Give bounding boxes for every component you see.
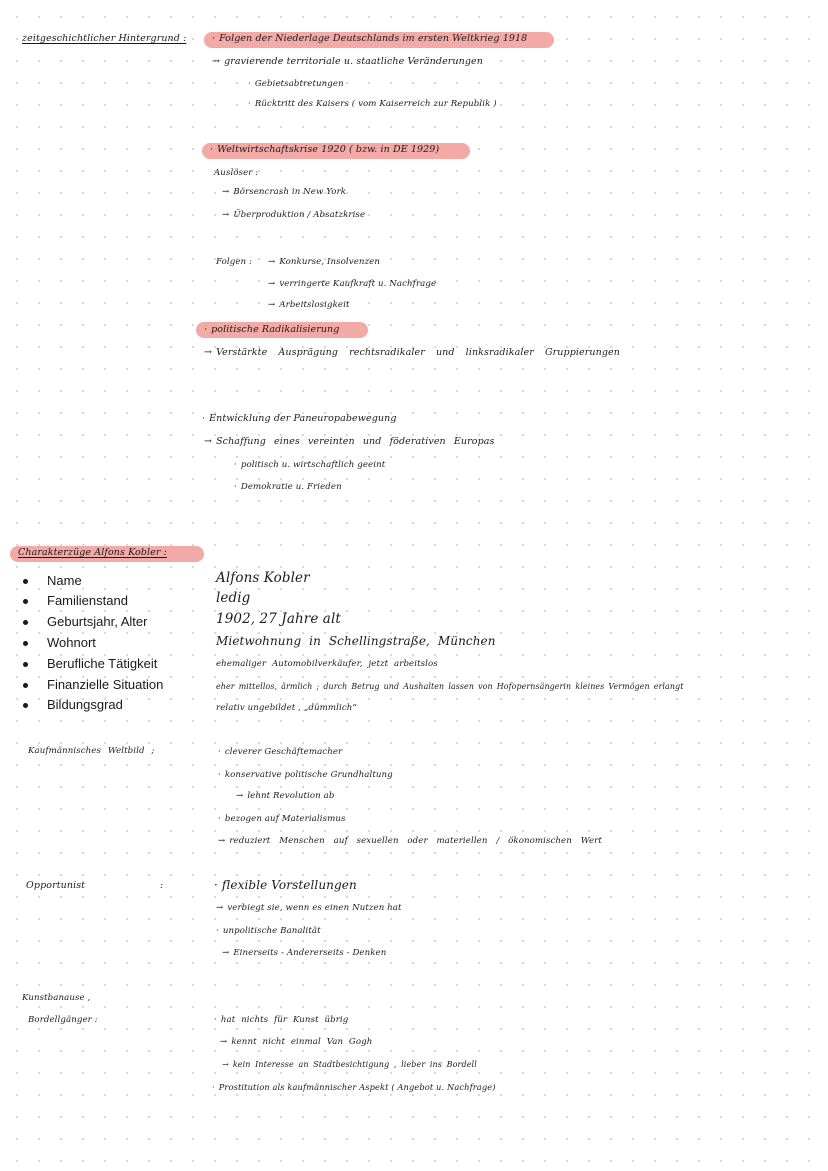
value-bildungsgrad: relativ ungebildet , „dümmlich“ [216, 703, 357, 713]
bullet-icon [23, 641, 28, 646]
label-familienstand: Familienstand [47, 593, 128, 608]
bordellgaenger-label: Bordellgänger : [28, 1015, 98, 1025]
value-familienstand: ledig [216, 590, 251, 606]
arbeitslosigkeit-line: → Arbeitslosigkeit [268, 300, 350, 310]
weltbild-line-2: · konservative politische Grundhaltung [218, 770, 393, 780]
value-geburtsjahr: 1902, 27 Jahre alt [216, 611, 341, 627]
weltwirtschaftskrise-title: · Weltwirtschaftskrise 1920 ( bzw. in DE 1929) [210, 144, 440, 155]
value-berufliche-taetigkeit: ehemaliger Automobilverkäufer, jetzt arbeitslos [216, 659, 438, 669]
value-wohnort: Mietwohnung in Schellingstraße, München [216, 634, 496, 648]
folgen-weltkrieg-title: · Folgen der Niederlage Deutschlands im ersten Weltkrieg 1918 [212, 33, 528, 44]
paneuropa-title: · Entwicklung der Paneuropabewegung [202, 413, 397, 424]
geeint-line: · politisch u. wirtschaftlich geeint [234, 460, 386, 470]
boersencrash-line: → Börsencrash in New York [222, 187, 347, 197]
label-geburtsjahr: Geburtsjahr, Alter [47, 614, 148, 629]
radikalisierung-detail: → Verstärkte Ausprägung rechtsradikaler und linksradikaler Gruppierungen [204, 347, 620, 358]
section-heading-hintergrund: zeitgeschichtlicher Hintergrund : [22, 33, 187, 44]
opportunist-line-4: → Einerseits - Andererseits - Denken [222, 948, 387, 958]
value-name: Alfons Kobler [216, 570, 310, 586]
ueberproduktion-line: → Überproduktion / Absatzkrise [222, 210, 366, 220]
section-heading-charakter: Charakterzüge Alfons Kobler : [18, 547, 167, 558]
opportunist-line-3: · unpolitische Banalität [216, 926, 321, 936]
kunstbanause-label: Kunstbanause , [22, 993, 91, 1003]
bullet-icon [23, 599, 28, 604]
konkurse-line: → Konkurse, Insolvenzen [268, 257, 381, 267]
folgen-label: Folgen : [216, 257, 252, 267]
kunst-line-4: · Prostitution als kaufmännischer Aspekt ( Angebot u. Nachfrage) [212, 1082, 496, 1092]
weltbild-line-1: · cleverer Geschäftemacher [218, 747, 343, 757]
kaufkraft-line: → verringerte Kaufkraft u. Nachfrage [268, 279, 437, 289]
kunst-line-1: · hat nichts für Kunst übrig [214, 1015, 349, 1025]
bullet-icon [23, 579, 28, 584]
kunst-line-3: → kein Interesse an Stadtbesichtigung , lieber ins Bordell [222, 1060, 477, 1069]
schaffung-line: → Schaffung eines vereinten und föderativen Europas [204, 436, 495, 447]
kunst-line-2: → kennt nicht einmal Van Gogh [220, 1037, 373, 1047]
weltbild-line-5: → reduziert Menschen auf sexuellen oder materiellen / ökonomischen Wert [218, 836, 602, 846]
label-bildungsgrad: Bildungsgrad [47, 697, 123, 712]
opportunist-line-1: · flexible Vorstellungen [214, 878, 357, 892]
radikalisierung-title: · politische Radikalisierung [204, 324, 340, 335]
ausloeser-label: Auslöser : [214, 168, 259, 178]
kaiser-line: · Rücktritt des Kaisers ( vom Kaiserreich zur Republik ) [248, 99, 497, 109]
opportunist-label: Opportunist [26, 880, 86, 891]
bullet-icon [23, 683, 28, 688]
bullet-icon [23, 703, 28, 708]
weltbild-line-3: → lehnt Revolution ab [236, 791, 335, 801]
weltbild-label: Kaufmännisches Weltbild ; [28, 746, 155, 756]
label-berufliche-taetigkeit: Berufliche Tätigkeit [47, 656, 158, 671]
value-finanzielle-situation: eher mittellos, ärmlich ; durch Betrug und Aushalten lassen von Hofopernsängerin kleines Vermögen erlangt [216, 682, 684, 691]
demokratie-line: · Demokratie u. Frieden [234, 482, 342, 492]
bullet-icon [23, 620, 28, 625]
weltbild-line-4: · bezogen auf Materialismus [218, 814, 346, 824]
label-name: Name [47, 573, 82, 588]
veraenderungen-line: → gravierende territoriale u. staatliche Veränderungen [212, 56, 483, 67]
opportunist-colon: : [160, 880, 164, 891]
bullet-icon [23, 662, 28, 667]
label-wohnort: Wohnort [47, 635, 96, 650]
label-finanzielle-situation: Finanzielle Situation [47, 677, 164, 692]
opportunist-line-2: → verbiegt sie, wenn es einen Nutzen hat [216, 903, 402, 913]
gebietsabtretungen-line: · Gebietsabtretungen [248, 79, 344, 89]
